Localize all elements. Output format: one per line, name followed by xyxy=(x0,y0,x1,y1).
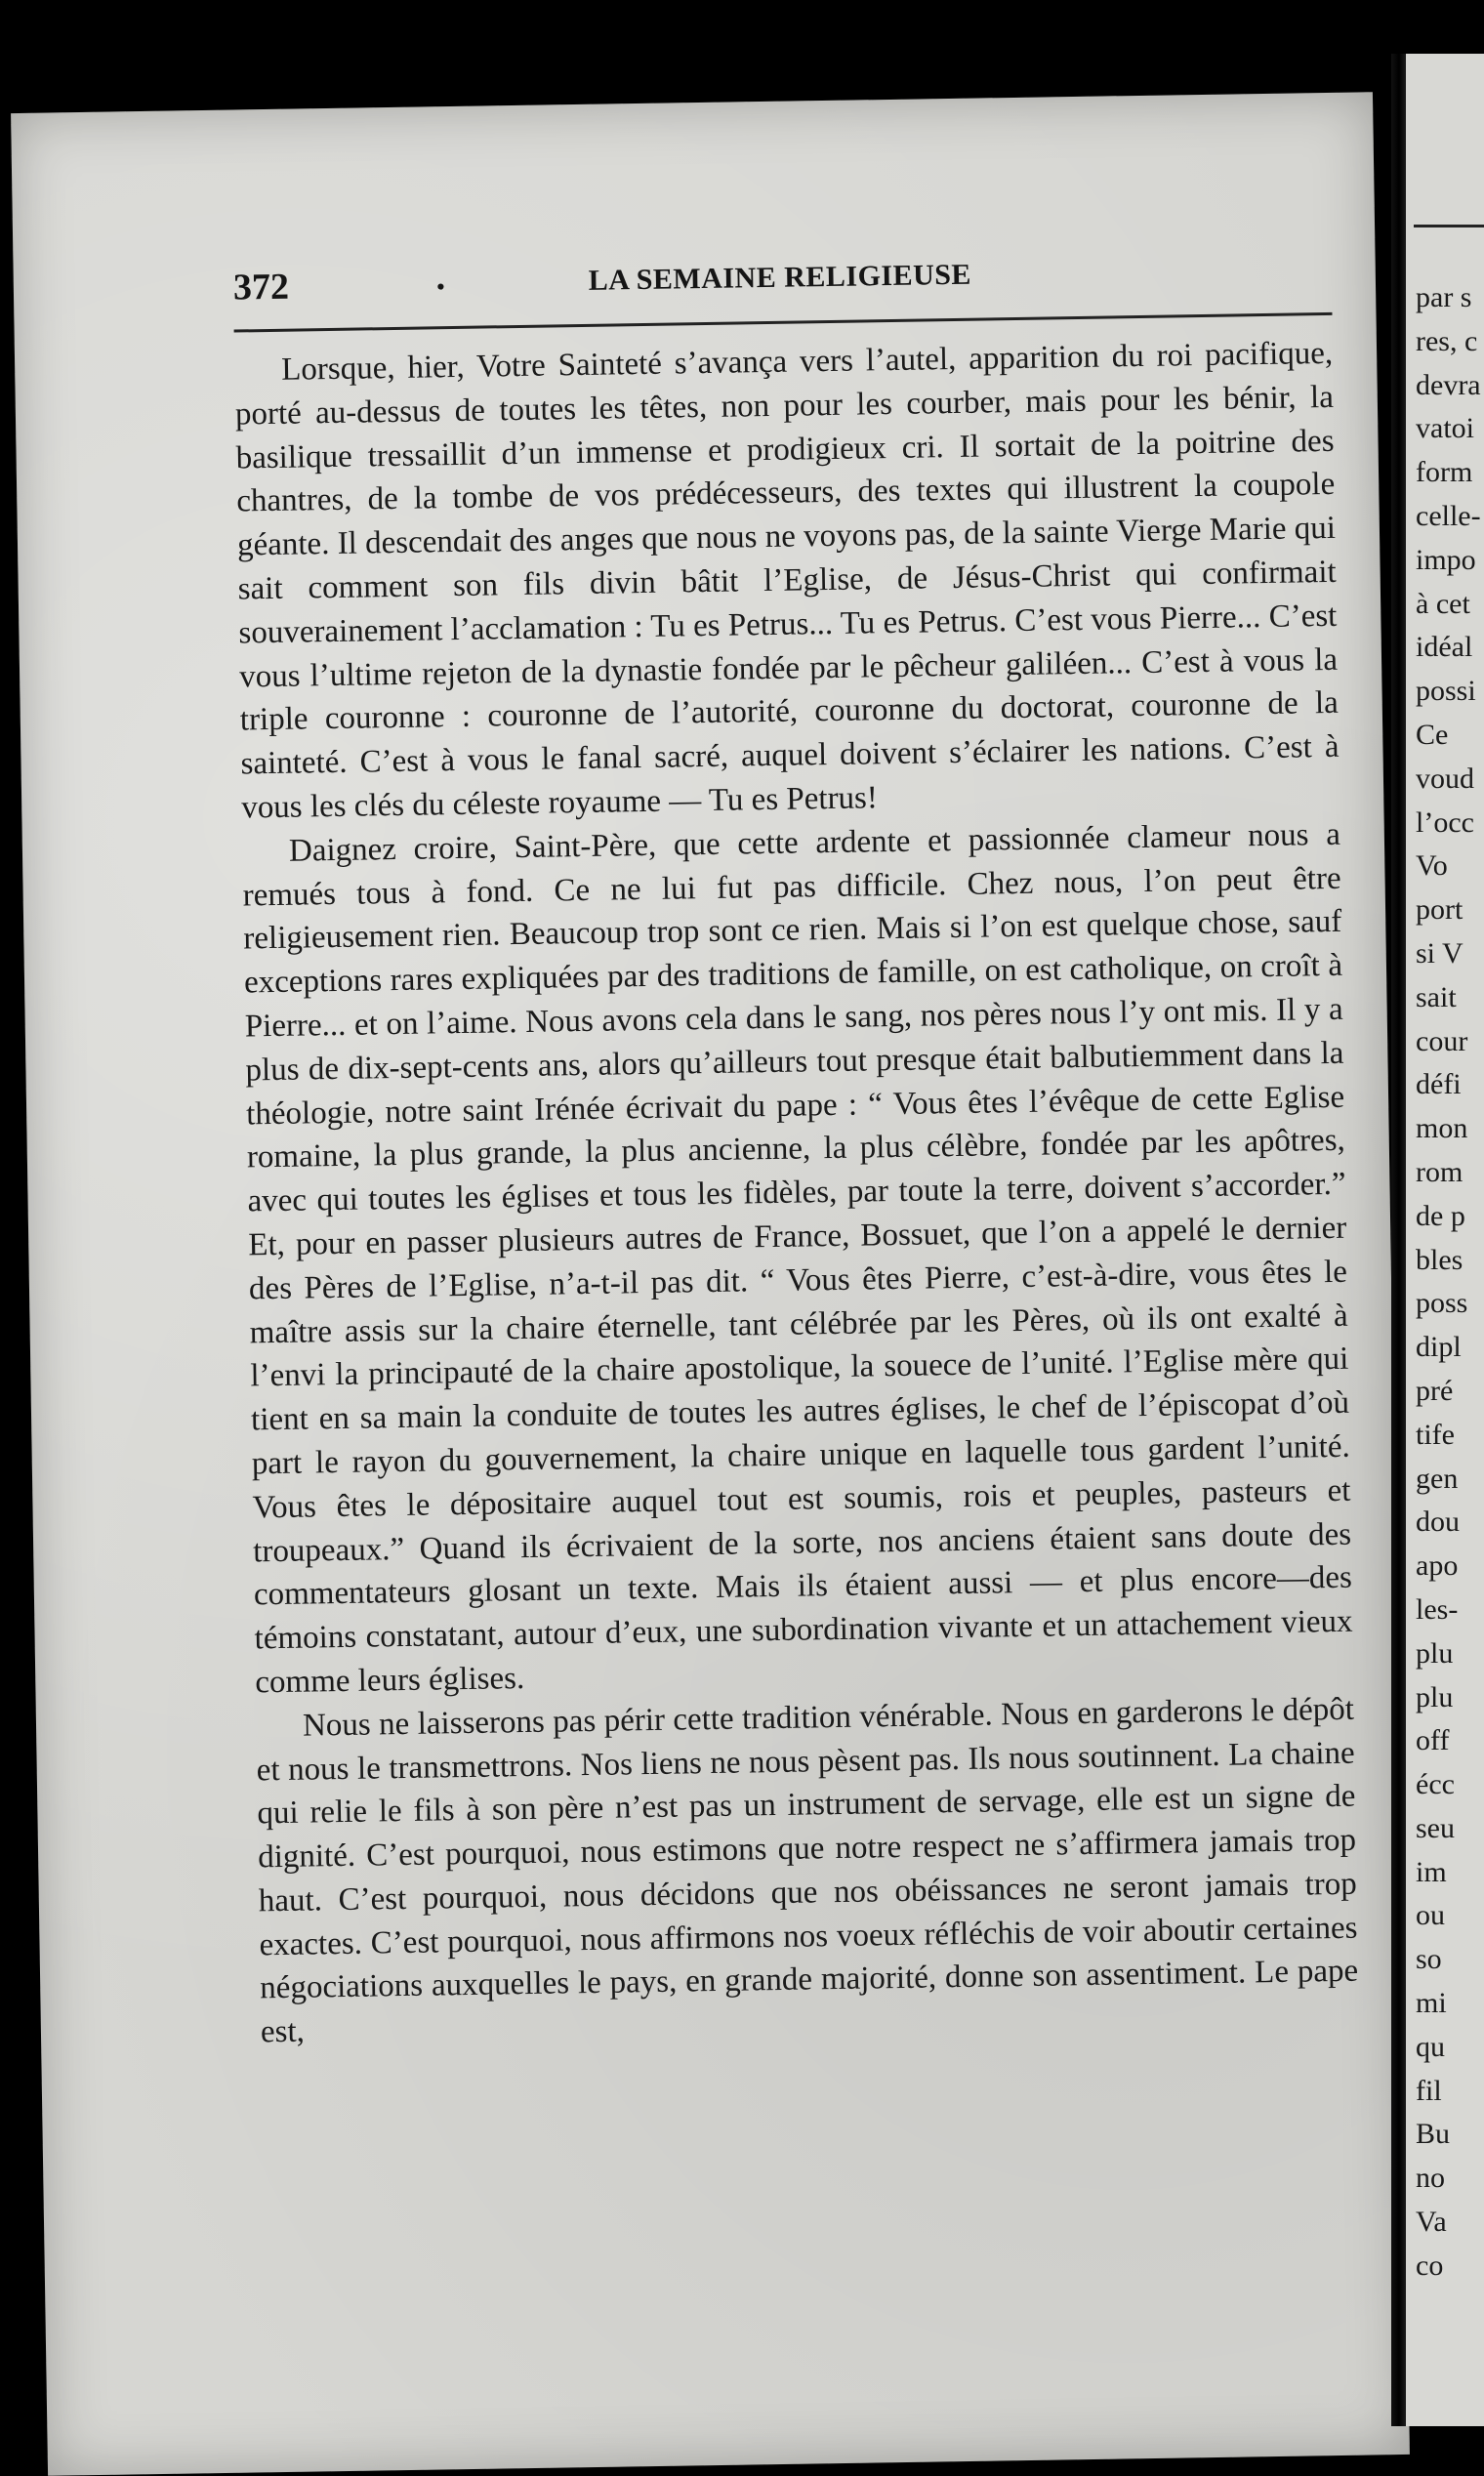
adjacent-page-text xyxy=(1416,276,1481,2289)
adjacent-page-line: idéal xyxy=(1416,631,1473,664)
adjacent-page-line: Vo xyxy=(1416,849,1448,883)
adjacent-page-line: les- xyxy=(1416,1592,1459,1626)
running-title: LA SEMAINE RELIGIEUSE xyxy=(588,258,972,297)
adjacent-page-line: de p xyxy=(1416,1199,1465,1232)
adjacent-page-line: possi xyxy=(1416,675,1476,708)
adjacent-page-line: Va xyxy=(1416,2206,1447,2239)
page-number: 372 xyxy=(232,266,290,309)
adjacent-page-line: im xyxy=(1416,1855,1447,1888)
page-header xyxy=(233,249,1328,325)
adjacent-page-line: pré xyxy=(1416,1374,1454,1407)
adjacent-page-line: seu xyxy=(1416,1811,1455,1844)
adjacent-page-line: dipl xyxy=(1416,1331,1462,1364)
adjacent-page-line: sait xyxy=(1416,980,1457,1013)
adjacent-page-line: cour xyxy=(1416,1024,1468,1057)
adjacent-page-line: so xyxy=(1416,1943,1442,1976)
adjacent-page-line: apo xyxy=(1416,1549,1459,1583)
ink-dot: • xyxy=(435,272,446,302)
paragraph: Daignez croire, Saint-Père, que cette ardente et passionnée clameur nous a remués tous à fond. Ce ne lui fut pas difficile. Chez nous, l’on peut être religieusement rien. Beaucoup trop sont ce rien. Mais si l’on est quelque chose, sauf exceptions rares expliquées par des traditions de famille, on est catholique, on croît à Pierre... et on l’aime. Nous avons cela dans le sang, nos pères nous l’y ont mis. Il y a plus de dix-sept-cents ans, alors qu’ailleurs tout presque était balbutiemment dans la théologie, notre saint Irénée écrivait du pape : “ Vous êtes l’évêque de cette Eglise romaine, la plus grande, la plus ancienne, la plus célèbre, fondée par les apôtres, avec qui toutes les églises et tous les fidèles, par toute la terre, doivent s’accorder.” Et, pour en passer plusieurs autres de France, Bossuet, que l’on a appelé le dernier des Pères de l’Eglise, n’a-t-il pas dit. “ Vous êtes Pierre, c’est-à-dire, vous êtes le maître assis sur la chaire éternelle, tant célébrée par les Pères, où ils ont exalté à l’envi la principauté de la chaire apostolique, la souece de l’unité. l’Eglise mère qui tient en sa main la conduite de toutes les autres églises, le chef de l’épiscopat d’où part le rayon du gouvernement, la chaire unique en laquelle tous gardent l’unité. Vous êtes le dépositaire auquel tout est soumis, rois et peuples, pasteurs et troupeaux.” Quand ils écrivaient de la sorte, nos anciens étaient sans doute des commentateurs glosant un texte. Mais ils étaient aussi — et plus encore—des témoins constatant, autour d’eux, une subordination vivante et un attachement vieux comme leurs églises. xyxy=(242,816,1353,1701)
paragraph: Nous ne laisserons pas périr cette tradition vénérable. Nous en garderons le dépôt et nous le transmettrons. Nos liens ne nous pèsent pas. Ils nous soutinnent. La chaine qui relie le fils à son père n’est pas un instrument de servage, elle est un signe de dignité. C’est pourquoi, nous estimons que notre respect ne s’affirmera jamais trop haut. C’est pourquoi, nous décidons que nos obéissances ne seront jamais trop exactes. C’est pourquoi, nous affirmons nos voeux réfléchis de voir aboutir certaines négociations auxquelles le pays, en grande majorité, donne son assentiment. Le pape est, xyxy=(256,1691,1359,2050)
adjacent-page-line: dou xyxy=(1416,1506,1460,1539)
adjacent-page-line: qu xyxy=(1416,2030,1445,2063)
scanned-page xyxy=(11,92,1410,2476)
adjacent-page-line: mon xyxy=(1416,1112,1468,1145)
article-body xyxy=(234,332,1359,2055)
paragraph: Lorsque, hier, Votre Sainteté s’avança vers l’autel, apparition du roi pacifique, porté au-dessus de toutes les têtes, non pour les courber, mais pour les bénir, la basilique tressaillit d’un immense et prodigieux cri. Il sortait de la poitrine des chantres, de la tombe de vos prédécesseurs, des textes qui illustrent la coupole géante. Il descendait des anges que nous ne voyons pas, de la sainte Vierge Marie qui sait comment son fils divin bâtit l’Eglise, de Jésus-Christ qui confirmait souverainement l’acclamation : Tu es Petrus... Tu es Petrus. C’est vous Pierre... C’est vous l’ultime rejeton de la dynastie fondée par le pêcheur galiléen... C’est à vous la triple couronne : couronne de l’autorité, couronne du doctorat, couronne de la sainteté. C’est à vous le fanal sacré, auquel doivent s’éclairer les nations. C’est à vous les clés du céleste royaume — Tu es Petrus! xyxy=(234,335,1340,826)
adjacent-page-line: si V xyxy=(1416,936,1463,970)
adjacent-page-line: par s xyxy=(1416,281,1472,313)
adjacent-page-line: devra xyxy=(1416,368,1481,401)
adjacent-page-line: gen xyxy=(1416,1462,1459,1495)
adjacent-page-line: no xyxy=(1416,2162,1445,2195)
adjacent-page xyxy=(1406,54,1484,2426)
adjacent-page-line: défi xyxy=(1416,1068,1462,1101)
adjacent-page-line: voud xyxy=(1416,762,1474,795)
adjacent-page-line: impo xyxy=(1416,543,1476,576)
adjacent-page-line: écc xyxy=(1416,1768,1455,1801)
adjacent-page-line: poss xyxy=(1416,1287,1468,1320)
adjacent-page-line: à cet xyxy=(1416,587,1470,620)
adjacent-page-line: vatoi xyxy=(1416,412,1474,445)
adjacent-page-line: l’occ xyxy=(1416,805,1474,839)
adjacent-page-line: plu xyxy=(1416,1680,1454,1713)
adjacent-page-line: co xyxy=(1416,2249,1444,2282)
adjacent-page-line: res, c xyxy=(1416,324,1478,357)
adjacent-page-line: plu xyxy=(1416,1636,1454,1670)
book-gutter xyxy=(1391,54,1407,2426)
adjacent-page-line: rom xyxy=(1416,1155,1463,1188)
adjacent-page-line: Bu xyxy=(1416,2118,1451,2151)
adjacent-page-line: off xyxy=(1416,1724,1450,1757)
adjacent-page-line: port xyxy=(1416,893,1463,927)
adjacent-page-line: tife xyxy=(1416,1418,1455,1451)
adjacent-page-line: bles xyxy=(1416,1243,1463,1276)
adjacent-page-line: ou xyxy=(1416,1899,1445,1932)
adjacent-page-line: celle- xyxy=(1416,499,1481,532)
adjacent-page-line: form xyxy=(1416,456,1473,489)
adjacent-page-rule xyxy=(1414,225,1484,227)
adjacent-page-line: mi xyxy=(1416,1987,1447,2020)
adjacent-page-line: fil xyxy=(1416,2074,1442,2107)
adjacent-page-line: Ce xyxy=(1416,718,1449,751)
